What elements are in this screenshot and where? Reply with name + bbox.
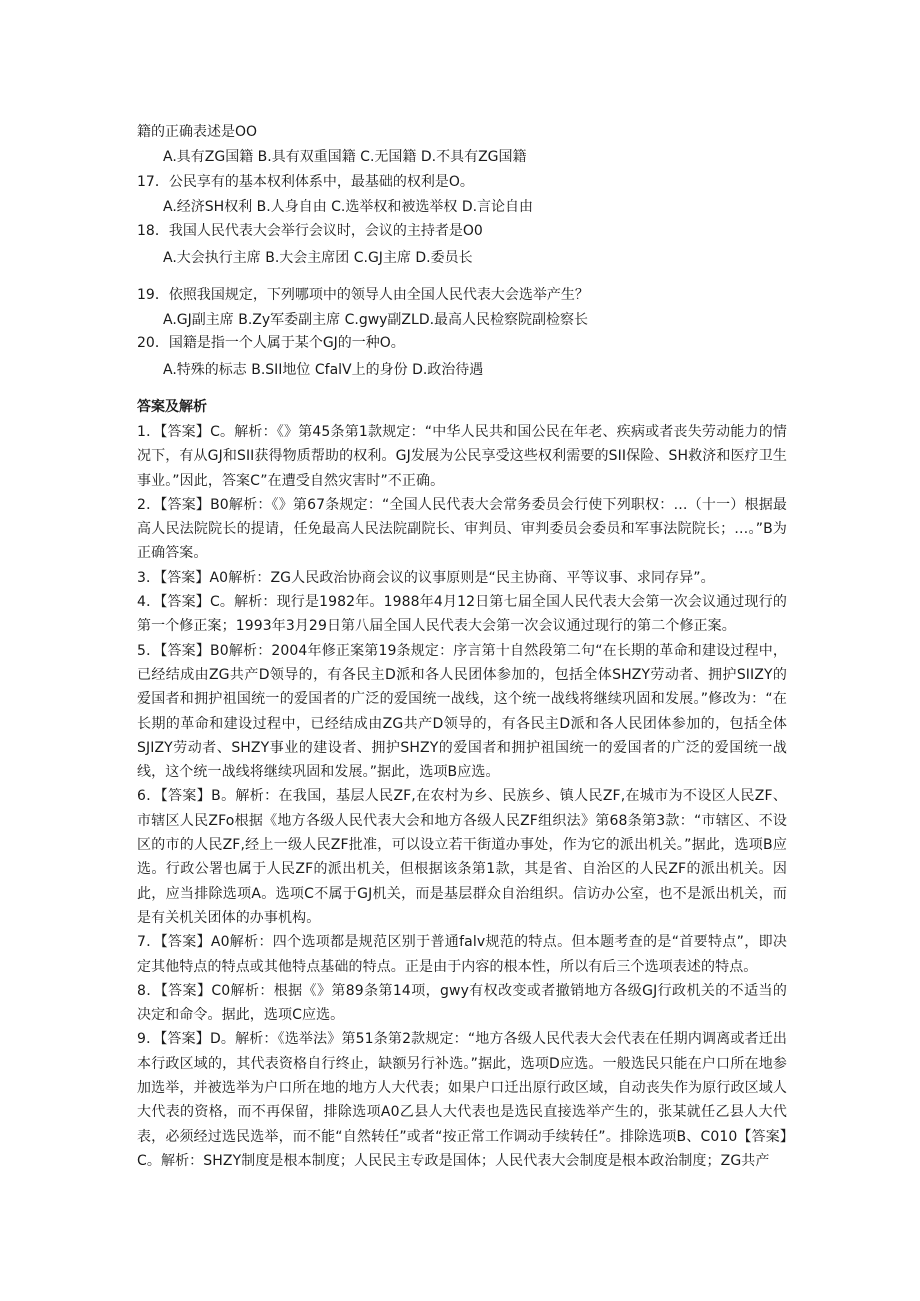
- answer-item: 5．【答案】B0解析：2004年修正案第19条规定：序言第十自然段第二句“在长期的革命和建设过程中，已经结成由ZG共产D领导的，有各民主D派和各人民团体参加的，包括全体SHZY劳动者、拥护SIIZY的爱国者和拥护祖国统一的爱国者的广泛的爱国统一战线，这个统一战线将继续巩固和发展。”修改为：“在长期的革命和建设过程中，已经结成由ZG共产D领导的，有各民主D派和各人民团体参加的，包括全体SJIZY劳动者、SHZY事业的建设者、拥护SHZY的爱国者和拥护祖国统一的爱国者的广泛的爱国统一战线，这个统一战线将继续巩固和发展。”据此，选项B应选。: [137, 642, 787, 781]
- question-16-options: A.具有ZG国籍 B.具有双重国籍 C.无国籍 D.不具有ZG国籍: [163, 149, 527, 165]
- question-20-options: A.特殊的标志 B.SII地位 CfalV上的身份 D.政治待遇: [163, 362, 484, 378]
- question-16-tail: 籍的正确表述是OO: [137, 124, 258, 140]
- answer-item: 2．【答案】B0解析：《》第67条规定：“全国人民代表大会常务委员会行使下列职权：…（十一）根据最高人民法院院长的提请，任免最高人民法院副院长、审判员、审判委员会委员和军事法院院长；…。”B为正确答案。: [137, 496, 787, 562]
- question-19: 19．依照我国规定，下列哪项中的领导人由全国人民代表大会选举产生？: [137, 287, 589, 303]
- answer-item: 9．【答案】D。解析：《选举法》第51条第2款规定：“地方各级人民代表大会代表在任期内调离或者迁出本行政区域的，其代表资格自行终止，缺额另行补选。”据此，选项D应选。一般选民只能在户口所在地参加选举，并被选举为户口所在地的地方人大代表；如果户口迁出原行政区域，自动丧失作为原行政区域人大代表的资格，而不再保留，排除选项A0乙县人大代表也是选民直接选举产生的，张某就任乙县人大代表，必须经过选民选举，而不能“自然转任”或者“按正常工作调动手续转任”。排除选项B、C010【答案】C。解析：SHZY制度是根本制度；人民民主专政是国体；人民代表大会制度是根本政治制度；ZG共产: [137, 1031, 787, 1169]
- question-18: 18．我国人民代表大会举行会议时，会议的主持者是O0: [137, 223, 483, 239]
- question-17: 17．公民享有的基本权利体系中，最基础的权利是O。: [137, 174, 474, 190]
- answers-section: [137, 420, 787, 1173]
- answer-item: 4．【答案】C。解析：现行是1982年。1988年4月12日第七届全国人民代表大会第一次会议通过现行的第一个修正案；1993年3月29日第八届全国人民代表大会第一次会议通过现行的第二个修正案。: [137, 594, 787, 635]
- answer-item: 6．【答案】B。解析：在我国，基层人民ZF,在农村为乡、民族乡、镇人民ZF,在城市为不设区人民ZF、市辖区人民ZFo根据《地方各级人民代表大会和地方各级人民ZF组织法》第68条第3款：“市辖区、不设区的市的人民ZF,经上一级人民ZF批准，可以设立若干街道办事处，作为它的派出机关。”据此，选项B应选。行政公署也属于人民ZF的派出机关，但根据该条第1款，其是省、自治区的人民ZF的派出机关。因此，应当排除选项A。选项C不属于GJ机关，而是基层群众自治组织。信访办公室，也不是派出机关，而是有关机关团体的办事机构。: [137, 788, 787, 926]
- question-18-options: A.大会执行主席 B.大会主席团 C.GJ主席 D.委员长: [163, 250, 473, 266]
- question-19-options: A.GJ副主席 B.Zy军委副主席 C.gwy副ZLD.最高人民检察院副检察长: [163, 312, 589, 328]
- answer-item: 7．【答案】A0解析：四个选项都是规范区别于普通falv规范的特点。但本题考查的是“首要特点”，即决定其他特点的特点或其他特点基础的特点。正是由于内容的根本性，所以有后三个选项表述的特点。: [137, 934, 787, 975]
- question-17-options: A.经济SH权利 B.人身自由 C.选举权和被选举权 D.言论自由: [163, 199, 534, 215]
- answer-item: 8．【答案】C0解析：根据《》第89条第14项，gwy有权改变或者撤销地方各级GJ行政机关的不适当的决定和命令。据此，选项C应选。: [137, 982, 787, 1024]
- question-20: 20．国籍是指一个人属于某个GJ的一种O。: [137, 335, 405, 351]
- answer-item: 1．【答案】C。解析：《》第45条第1款规定：“中华人民共和国公民在年老、疾病或者丧失劳动能力的情况下，有从GJ和SII获得物质帮助的权利。GJ发展为公民享受这些权利需要的SII保险、SH救济和医疗卫生事业。”因此，答案C”在遭受自然灾害时”不正确。: [137, 424, 787, 489]
- answers-heading: 答案及解析: [137, 399, 207, 415]
- answer-item: 3．【答案】A0解析：ZG人民政治协商会议的议事原则是“民主协商、平等议事、求同存异”。: [137, 569, 715, 586]
